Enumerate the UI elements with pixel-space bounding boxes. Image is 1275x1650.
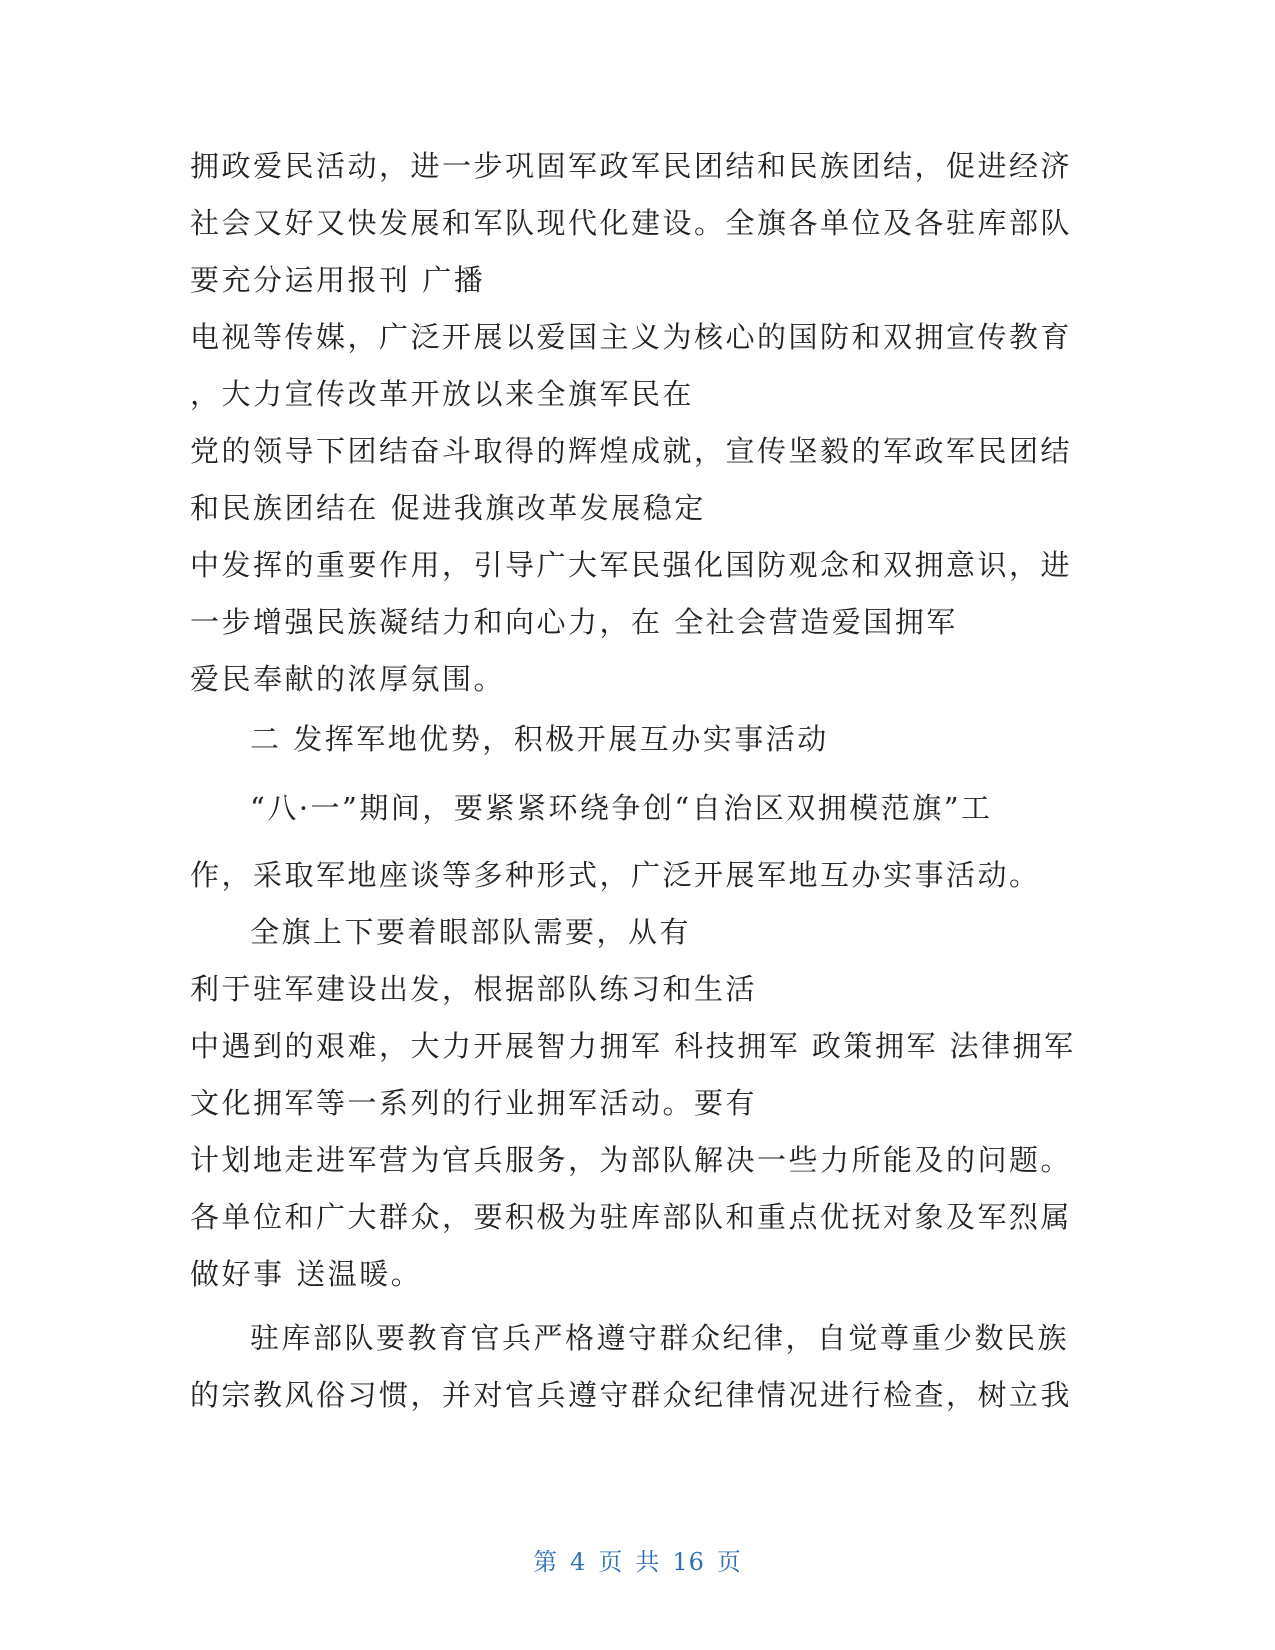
body-text-line: 作，采取军地座谈等多种形式，广泛开展军地互办实事活动。 (190, 858, 1041, 892)
body-text-line: 利于驻军建设出发，根据部队练习和生活 (190, 972, 758, 1006)
body-text-line: 和民族团结在 促进我旗改革发展稳定 (190, 491, 706, 525)
body-text-line: 一步增强民族凝结力和向心力，在 全社会营造爱国拥军 (190, 605, 958, 639)
footer-suffix: 页 (716, 1548, 742, 1576)
section-heading: 二 发挥军地优势，积极开展互办实事活动 (250, 722, 829, 756)
body-text-line: 文化拥军等一系列的行业拥军活动。要有 (190, 1086, 758, 1120)
body-text-line: 计划地走进军营为官兵服务，为部队解决一些力所能及的问题。 (190, 1143, 1073, 1177)
body-text-line: 电视等传媒，广泛开展以爱国主义为核心的国防和双拥宣传教育 (190, 320, 1073, 354)
body-text-line: 中发挥的重要作用，引导广大军民强化国防观念和双拥意识，进 (190, 548, 1073, 582)
footer-prefix: 第 (533, 1548, 559, 1576)
footer-page-word: 页 (598, 1548, 624, 1576)
body-text-line: 做好事 送温暖。 (190, 1257, 423, 1291)
footer-total-word: 共 (635, 1548, 661, 1576)
total-pages-number: 16 (672, 1548, 705, 1576)
body-text-line: 中遇到的艰难，大力开展智力拥军 科技拥军 政策拥军 法律拥军 (190, 1029, 1076, 1063)
body-text-line: 驻库部队要教育官兵严格遵守群众纪律，自觉尊重少数民族 (250, 1321, 1070, 1355)
body-text-line: ，大力宣传改革开放以来全旗军民在 (190, 377, 695, 411)
body-text-line: 的宗教风俗习惯，并对官兵遵守群众纪律情况进行检查，树立我 (190, 1378, 1073, 1412)
current-page-number: 4 (570, 1548, 587, 1576)
body-text-line: 全旗上下要着眼部队需要，从有 (250, 915, 692, 949)
body-text-line: 党的领导下团结奋斗取得的辉煌成就，宣传坚毅的军政军民团结 (190, 434, 1073, 468)
body-text-line: “八·一”期间，要紧紧环绕争创“自治区双拥模范旗”工 (250, 791, 993, 825)
body-text-line: 各单位和广大群众，要积极为驻库部队和重点优抚对象及军烈属 (190, 1200, 1073, 1234)
body-text-line: 社会又好又快发展和军队现代化建设。全旗各单位及各驻库部队 (190, 206, 1073, 240)
body-text-line: 要充分运用报刊 广播 (190, 263, 486, 297)
body-text-line: 拥政爱民活动，进一步巩固军政军民团结和民族团结，促进经济 (190, 149, 1073, 183)
body-text-line: 爱民奉献的浓厚氛围。 (190, 662, 506, 696)
page-footer (0, 1542, 1275, 1577)
